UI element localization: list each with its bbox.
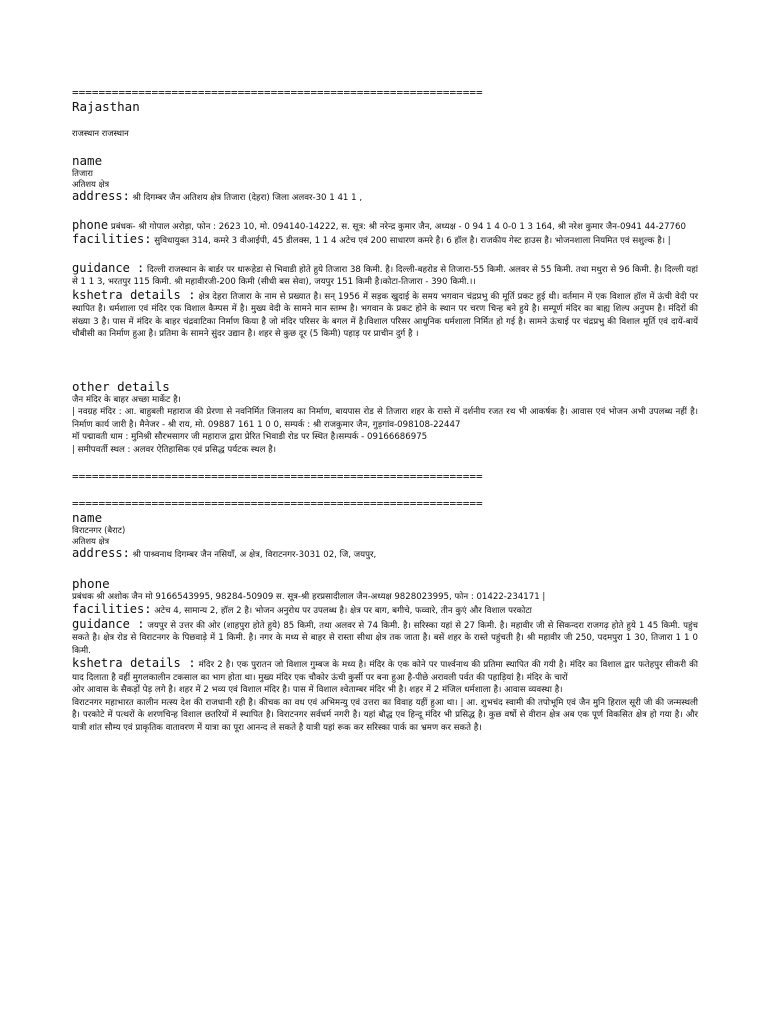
entry1-phone-value: प्रबंधक- श्री गोपाल अरोड़ा, फोन : 2623 10, मो. 094140-14222, स. सूत्र: श्री नरेन्द्र कुमार जैन, अध्यक्ष - 0 94 1 4 0-0 1 3 164, श्री नरेश कुमार जैन-0941 44-27760 bbox=[110, 221, 686, 232]
entry1-kshetra-details bbox=[72, 289, 698, 341]
state-subtitle: राजस्थान राजस्थान bbox=[72, 128, 129, 138]
kshetra-label: kshetra details : bbox=[72, 287, 196, 302]
entry1-kshetra-value: क्षेत्र देहरा तिजारा के नाम से प्रख्यात है। सन् 1956 में सड़क खुदाई के समय भगवान चंद्रप्रभु की मूर्ति प्रकट हुई थी। वर्तमान में एक विशाल हॉल में ऊंची वेदी पर स्थापित है। धर्मशाला एवं मंदिर एक विशाल कैम्पस में है। मुख्य वेदी के सामने मान स्तम्भ है। भगवान के प्रकट होने के स्थान पर चरण चिन्ह बने हुये है। सम्पूर्ण मंदिर का बाह्य शिल्प अनुपम है। मंदिरों की संख्या 3 है। पास में मंदिर के बाहर चंद्रवाटिका निर्माण किया है जो मंदिर परिसर के बगल में है।विशाल परिसर आधुनिक धर्मशाला निर्मित हो गई है। सामने ऊंचाई पर चंद्रप्रभु की विशाल मूर्ति एवं दायें-बायें चौबीसी का निर्माण हुआ है। प्रतिमा के सामने सुंदर उद्यान है। शहर से कुछ दूर (5 किमी) पहाड़ पर प्राचीन दुर्ग है । bbox=[72, 291, 699, 339]
entry2-kshetra-line3: विराटनगर महाभारत कालीन मत्स्य देश की राजधानी रही है। कीचक का वध एवं अभिमन्यु एवं उत्तरा का विवाह यहीं हुआ था। | आ. शुभचंद स्वामी की तपोभूमि एवं जैन मुनि हिराल सूरी जी की जन्मस्थली है। परकोटे में पत्थरों के शरणचिन्ह विशाल छतरियों में स्थापित है। विराटनगर सर्वधर्म नगरी है। यहां बौद्ध एव हिन्दू मंदिर भी प्रसिद्ध है। कुछ वर्षो से वीरान क्षेत्र अब एक पूर्ण विकसित क्षेत्र हो गया है। और यात्री शांत सौम्य एवं प्राकृतिक वातावरण में यात्रा का पूरा आनन्द ले सकते है यात्री यहां रूक कर सरिस्का पार्क का भ्रमण कर सकते है। bbox=[72, 697, 698, 733]
entry1-other-line3: मॉ पद्मावती धाम : मुनिश्री सौरभसागर जी महाराज द्वारा प्रेरित भिवाडी रोड पर स्थित है।सम्पर्क - 09166686975 bbox=[72, 432, 428, 442]
separator-rule: ============================================================== bbox=[72, 86, 483, 99]
entry2-name-value: विराटनगर (बैराट) bbox=[72, 525, 126, 535]
entry1-address-value: श्री दिगम्बर जैन अतिशय क्षेत्र तिजारा (देहरा) जिला अलवर-30 1 41 1 , bbox=[132, 193, 363, 203]
name-label: name bbox=[72, 510, 103, 525]
entry1-kshetra-type: अतिशय क्षेत्र bbox=[72, 179, 110, 189]
entry2-kshetra-type: अतिशय क्षेत्र bbox=[72, 536, 110, 546]
entry1-name-value: तिजारा bbox=[72, 168, 93, 178]
phone-label: phone bbox=[72, 217, 109, 232]
entry2-kshetra-value: मंदिर 2 है। एक पुरातन जो विशाल गुम्बज के मध्य है। मंदिर के एक कोने पर पार्श्वनाथ की प्रतिमा स्थापित की गयी है। मंदिर का विशाल द्वार फतेहपुर सीकरी की याद दिलाता है वहीं मुगलकालीन टकसाल का भाग होता था। मुख्य मंदिर एक चौकोर ऊंची कुर्सी पर बना हुआ है-पीछे अरावली पर्वत की पहाड़ियां है। मंदिर के चारों bbox=[72, 660, 698, 683]
entry1-other-line2: | नवग्रह मंदिर : आ. बाहुबली महाराज की प्रेरणा से नवनिर्मित जिनालय का निर्माण, बायपास रोड से तिजारा शहर के रास्ते में दर्शनीय रजत रथ भी आकर्षक है। आवास एवं भोजन अभी उपलब्ध नहीं है। निर्माण कार्य जारी है। मैनेजर - श्री राय, मो. 09887 161 1 0 0, सम्पर्क : श्री राजकुमार जैन, गुड़गांव-098108-22447 bbox=[72, 407, 698, 430]
entry2-address-value: श्री पाश्र्वनाथ दिगम्बर जैन नसियाँ, अ क्षेत्र, विराटनगर-3031 02, जि, जयपुर, bbox=[132, 550, 377, 560]
entry2-kshetra-details bbox=[72, 657, 698, 684]
separator-rule: ============================================================== bbox=[72, 497, 483, 510]
document-page bbox=[72, 86, 698, 734]
entry2-guidance bbox=[72, 618, 698, 658]
kshetra-label: kshetra details : bbox=[72, 656, 196, 670]
entry2-facilities-value: अटेच 4, सामान्य 2, हॉल 2 है। भोजन अनुरोध पर उपलब्ध है। क्षेत्र पर बाग, बगीचे, फव्वारे, तीन कुएं और विशाल परकोटा bbox=[154, 606, 532, 616]
entry1-guidance bbox=[72, 262, 698, 289]
entry1-facilities bbox=[72, 233, 698, 248]
separator-rule: ============================================================== bbox=[72, 470, 483, 483]
address-label: address: bbox=[72, 189, 130, 203]
entry2-guidance-value: जयपुर से उत्तर की ओर (शाहपुरा होते हुये) 85 किमी, तथा अलवर से 74 किमी. है। सरिस्का यहां से 27 किमी. है। महावीर जी से सिकन्दरा राजगढ़ होते हुये 1 45 किमी. पहुंच सकते है। क्षेत्र रोड से विराटनगर के पिछवाड़े में 1 किमी. है। नगर के मध्य से बाहर से रास्ता सीधा क्षेत्र तक जाता है। बसें शहर के रास्ते पहुंचती है। श्री महावीर जी 250, पदमपुरा 1 30, तिजारा 1 1 0 किमी. bbox=[72, 620, 699, 656]
entry2-phone-value: प्रबंधक श्री अशोक जैन मो 9166543995, 98284-50909 स. सूत्र-श्री हरप्रसादीलाल जैन-अध्यक्ष 9828023995, फोन : 01422-234171 | bbox=[72, 591, 546, 602]
phone-label: phone bbox=[72, 575, 110, 591]
guidance-label: guidance : bbox=[72, 260, 145, 275]
entry2-address bbox=[72, 547, 698, 562]
entry1-other-line4: | समीपवर्ती स्थल : अलवर ऐतिहासिक एवं प्रसिद्ध पर्यटक स्थल है। bbox=[72, 444, 276, 455]
entry1-phone bbox=[72, 219, 698, 234]
entry1-facilities-value: सुविधायुक्त 314, कमरे 3 वीआईपी, 45 डीलक्स, 1 1 4 अटेच एवं 200 साधारण कमरे है। 6 हॉल है। राजकीय गेस्ट हाउस है। भोजनशाला नियमित एवं सशुल्क है। | bbox=[154, 236, 671, 246]
other-details-label: other details bbox=[72, 378, 170, 394]
guidance-label: guidance : bbox=[72, 616, 145, 631]
address-label: address: bbox=[72, 546, 130, 560]
entry1-guidance-value: दिल्ली राजस्थान के बार्डर पर धारूहेडा से भिवाडी होते हुये तिजारा 38 किमी. है। दिल्ली-बहरोड से तिजारा-55 किमी. अलवर से 55 किमी. तथा मथुरा से 96 किमी. है। दिल्ली यहां से 1 1 3, भरतपुर 115 किमी. श्री महावीरजी-200 किमी (सीधी बस सेवा), जयपुर 151 किमी है।कोटा-तिजारा - 390 किमी.।। bbox=[72, 264, 698, 287]
entry1-other-line1: जैन मंदिर के बाहर अच्छा मार्केट है। bbox=[72, 394, 181, 405]
facilities-label: facilities: bbox=[72, 232, 152, 246]
name-label: name bbox=[72, 153, 103, 168]
entry2-kshetra-line2: ओर आवास के सैकड़ों पेड़ लगे है। शहर में 2 भव्य एवं विशाल मंदिर है। पास में विशाल श्वेताम्बर मंदिर भी है। शहर में 2 मंजिल धर्मशाला है। आवास व्यवस्था है। bbox=[72, 685, 563, 695]
state-title: Rajasthan bbox=[72, 99, 140, 114]
facilities-label: facilities: bbox=[72, 602, 152, 616]
entry2-facilities bbox=[72, 603, 698, 618]
entry1-address bbox=[72, 190, 698, 205]
